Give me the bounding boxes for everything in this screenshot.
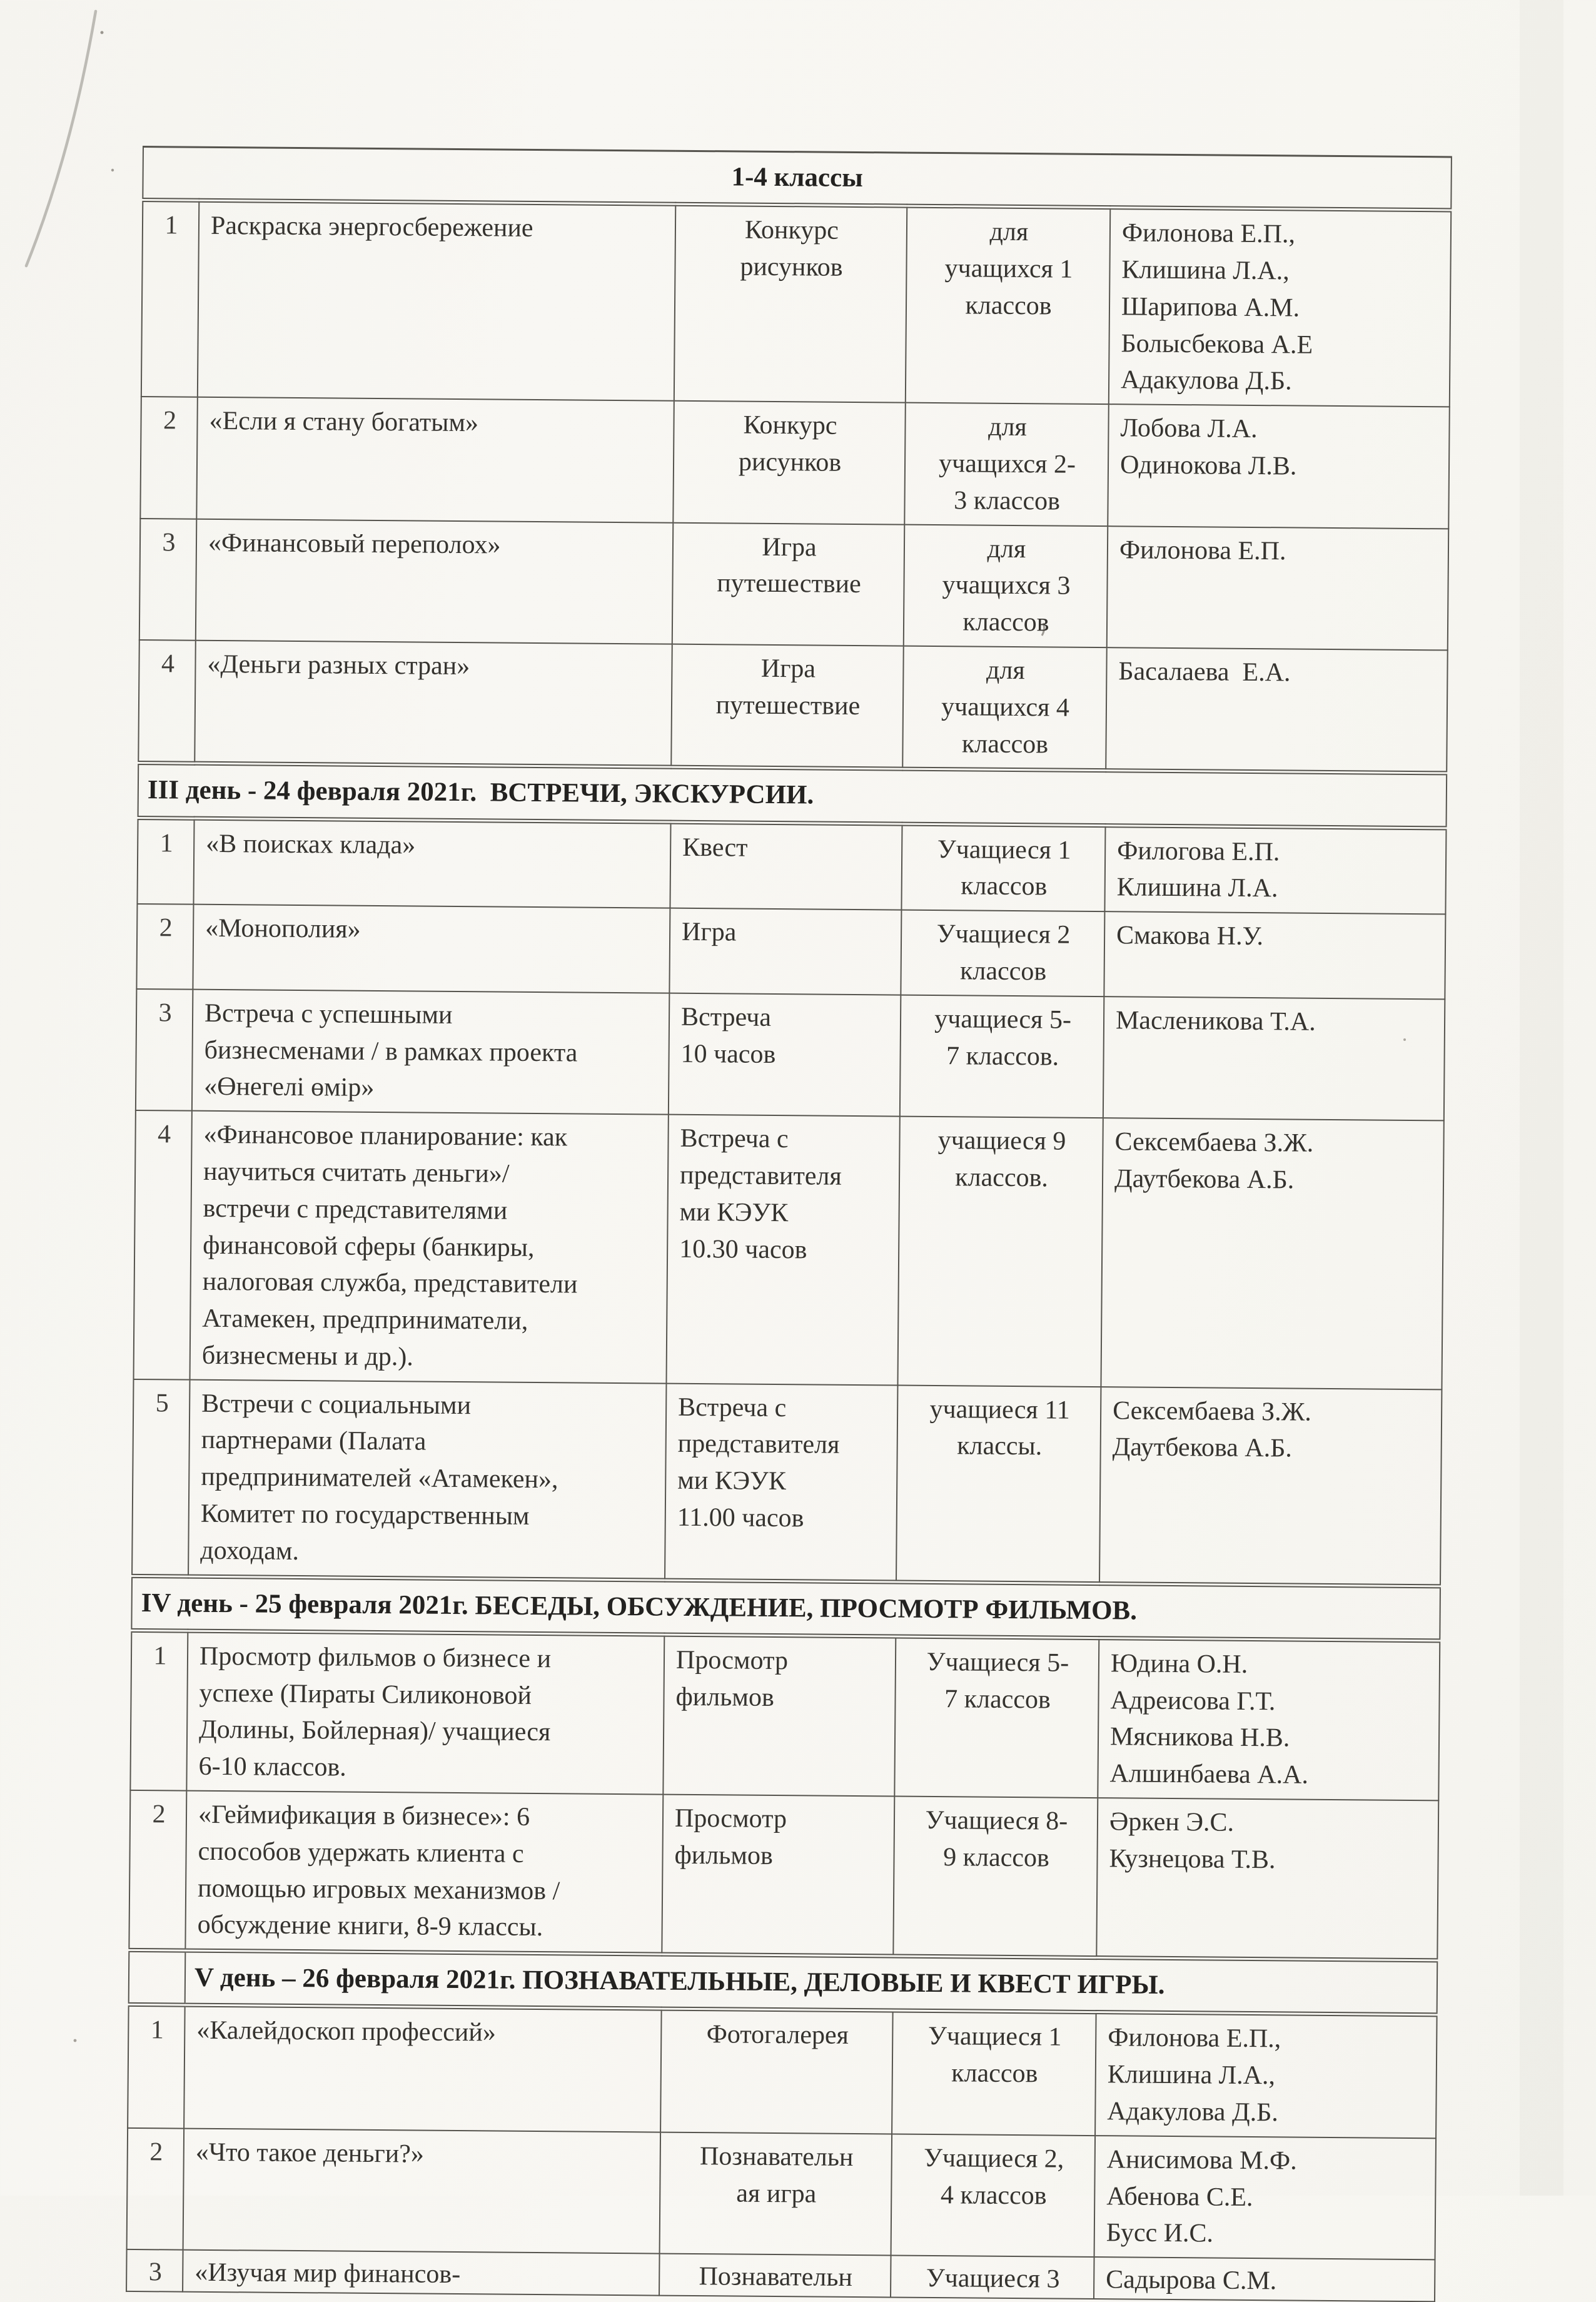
responsible-cell: Анисимова М.Ф. Абенова С.Е. Бусс И.С.: [1094, 2136, 1437, 2260]
speck: [111, 169, 114, 171]
audience-cell: для учащихся 2- 3 классов: [904, 403, 1109, 526]
crease-line-artifact: [26, 11, 96, 266]
event-name-cell: Раскраска энергосбережение: [198, 200, 675, 400]
format-cell: Встреча с представителя ми КЭУК 10.30 часов: [666, 1115, 899, 1385]
section-header: 1-4 классы: [143, 147, 1452, 211]
event-name-cell: «В поисках клада»: [193, 818, 670, 908]
event-name-cell: «Финансовое планирование: как научиться считать деньги»/ встречи с представителями финансовой сферы (банкиры, налоговая служба, представители Атамекен, предприниматели, бизнесмены и др.).: [190, 1111, 669, 1384]
table-row: [137, 818, 1446, 915]
responsible-cell: Филонова Е.П., Клишина Л.А., Адакулова Д.Б.: [1095, 2012, 1437, 2138]
format-cell: Просмотр фильмов: [662, 1795, 894, 1957]
section-header-row: [138, 763, 1447, 828]
format-cell: Игра путешествие: [671, 644, 904, 769]
section-header-row: [143, 147, 1452, 211]
audience-cell: Учащиеся 8- 9 классов: [893, 1797, 1098, 1958]
row-number-cell: 1: [141, 200, 199, 397]
section-header-row: [131, 1576, 1440, 1641]
event-name-cell: Встречи с социальными партнерами (Палата предпринимателей «Атамекен», Комитет по государственным доходам.: [188, 1379, 666, 1579]
section-header: III день - 24 февраля 2021г. ВСТРЕЧИ, ЭКСКУРСИИ.: [138, 763, 1447, 828]
responsible-cell: Басалаева Е.А.: [1106, 647, 1448, 773]
responsible-cell: Масленикова Т.А.: [1103, 996, 1445, 1121]
row-number-cell: 3: [126, 2249, 183, 2292]
row-number-cell: 3: [136, 989, 193, 1111]
event-name-cell: Просмотр фильмов о бизнесе и успехе (Пираты Силиконовой Долины, Бойлерная)/ учащиеся 6-10 классов.: [186, 1631, 664, 1795]
audience-cell: Учащиеся 2, 4 классов: [891, 2134, 1096, 2257]
table-row: [132, 1379, 1442, 1586]
event-name-cell: «Монополия»: [193, 905, 670, 993]
responsible-cell: Юдина О.Н. Адреисова Г.Т. Мясникова Н.В. Алшинбаева А.А.: [1098, 1638, 1440, 1800]
audience-cell: учащиеся 5- 7 классов.: [900, 995, 1104, 1118]
audience-cell: Учащиеся 5- 7 классов: [894, 1636, 1099, 1798]
format-cell: Игра путешествие: [672, 522, 905, 646]
responsible-cell: Сексембаева З.Ж. Даутбекова А.Б.: [1101, 1118, 1443, 1389]
format-cell: Конкурс рисунков: [674, 204, 907, 402]
table-row: [129, 1790, 1438, 1960]
format-cell: Встреча 10 часов: [669, 993, 901, 1116]
responsible-cell: Филогова Е.П. Клишина Л.А.: [1104, 825, 1446, 914]
table-row: [127, 2128, 1437, 2260]
event-name-cell: «Калейдоскоп профессий»: [184, 2005, 662, 2132]
format-cell: Встреча с представителя ми КЭУК 11.00 часов: [665, 1383, 897, 1581]
responsible-cell: Сексембаева З.Ж. Даутбекова А.Б.: [1099, 1387, 1442, 1586]
row-number-cell: 2: [127, 2128, 184, 2250]
event-name-cell: «Деньги разных стран»: [194, 641, 672, 768]
row-number-cell: 5: [132, 1379, 189, 1576]
event-name-cell: «Если я стану богатым»: [196, 397, 674, 522]
event-name-cell: «Изучая мир финансов-: [183, 2250, 660, 2296]
format-cell: Познавательн: [659, 2254, 891, 2298]
audience-cell: учащиеся 9 классов.: [897, 1117, 1103, 1387]
event-name-cell: Встреча с успешными бизнесменами / в рамках проекта «Өнегелі өмір»: [192, 989, 670, 1114]
row-number-cell: 1: [137, 818, 194, 905]
row-number-cell: 2: [129, 1790, 186, 1950]
scanner-shading-band: [1520, 0, 1563, 2196]
audience-cell: учащиеся 11 классы.: [896, 1385, 1101, 1583]
audience-cell: для учащихся 3 классов: [904, 524, 1108, 647]
format-cell: Познавательн ая игра: [660, 2132, 892, 2255]
format-cell: Конкурс рисунков: [673, 401, 906, 524]
audience-cell: Учащиеся 2 классов: [901, 910, 1104, 996]
section-header-num-cell: [129, 1950, 186, 2005]
responsible-cell: Лобова Л.А. Одинокова Л.В.: [1108, 404, 1450, 529]
table-row: [138, 640, 1448, 773]
audience-cell: для учащихся 1 классов: [906, 206, 1110, 404]
audience-cell: Учащиеся 3: [891, 2256, 1094, 2299]
table-row: [136, 989, 1445, 1121]
row-number-cell: 4: [134, 1110, 192, 1379]
responsible-cell: Филонова Е.П.: [1107, 526, 1449, 651]
format-cell: Квест: [670, 822, 902, 910]
format-cell: Просмотр фильмов: [663, 1635, 896, 1797]
row-number-cell: 3: [139, 519, 197, 641]
row-number-cell: 2: [136, 904, 193, 989]
table-row: [130, 1630, 1440, 1800]
table-row: [128, 2005, 1437, 2138]
speck: [101, 31, 104, 34]
audience-cell: Учащиеся 1 классов: [892, 2010, 1096, 2135]
row-number-cell: 1: [130, 1630, 188, 1790]
format-cell: Игра: [669, 908, 901, 995]
format-cell: Фотогалерея: [660, 2009, 893, 2134]
section-header: V день – 26 февраля 2021г. ПОЗНАВАТЕЛЬНЫЕ, ДЕЛОВЫЕ И КВЕСТ ИГРЫ.: [185, 1950, 1438, 2015]
table-row: [134, 1110, 1444, 1389]
row-number-cell: 2: [140, 397, 198, 519]
event-name-cell: «Геймификация в бизнесе»: 6 способов удержать клиента с помощью игровых механизмов / обсуждение книги, 8-9 классы.: [185, 1791, 663, 1955]
schedule-table: [126, 146, 1452, 2302]
section-header-row: [129, 1950, 1438, 2016]
event-name-cell: «Финансовый переполох»: [196, 519, 674, 644]
responsible-cell: Әркен Э.С. Кузнецова Т.В.: [1096, 1798, 1438, 1960]
responsible-cell: Смакова Н.У.: [1104, 911, 1445, 999]
table-row: [139, 519, 1449, 651]
row-number-cell: 1: [128, 2005, 185, 2129]
audience-cell: для учащихся 4 классов: [902, 646, 1107, 771]
responsible-cell: Филонова Е.П., Клишина Л.А., Шарипова А.М. Болысбекова А.Е Адакулова Д.Б.: [1109, 208, 1452, 407]
section-header: IV день - 25 февраля 2021г. БЕСЕДЫ, ОБСУЖДЕНИЕ, ПРОСМОТР ФИЛЬМОВ.: [131, 1576, 1440, 1641]
table-row: [136, 904, 1445, 999]
row-number-cell: 4: [138, 640, 196, 764]
table-row: [140, 397, 1450, 529]
table-row: [141, 200, 1451, 407]
responsible-cell: Садырова С.М.: [1094, 2257, 1435, 2301]
audience-cell: Учащиеся 1 классов: [901, 824, 1105, 912]
event-name-cell: «Что такое деньги?»: [183, 2128, 661, 2253]
speck: [74, 2039, 77, 2042]
